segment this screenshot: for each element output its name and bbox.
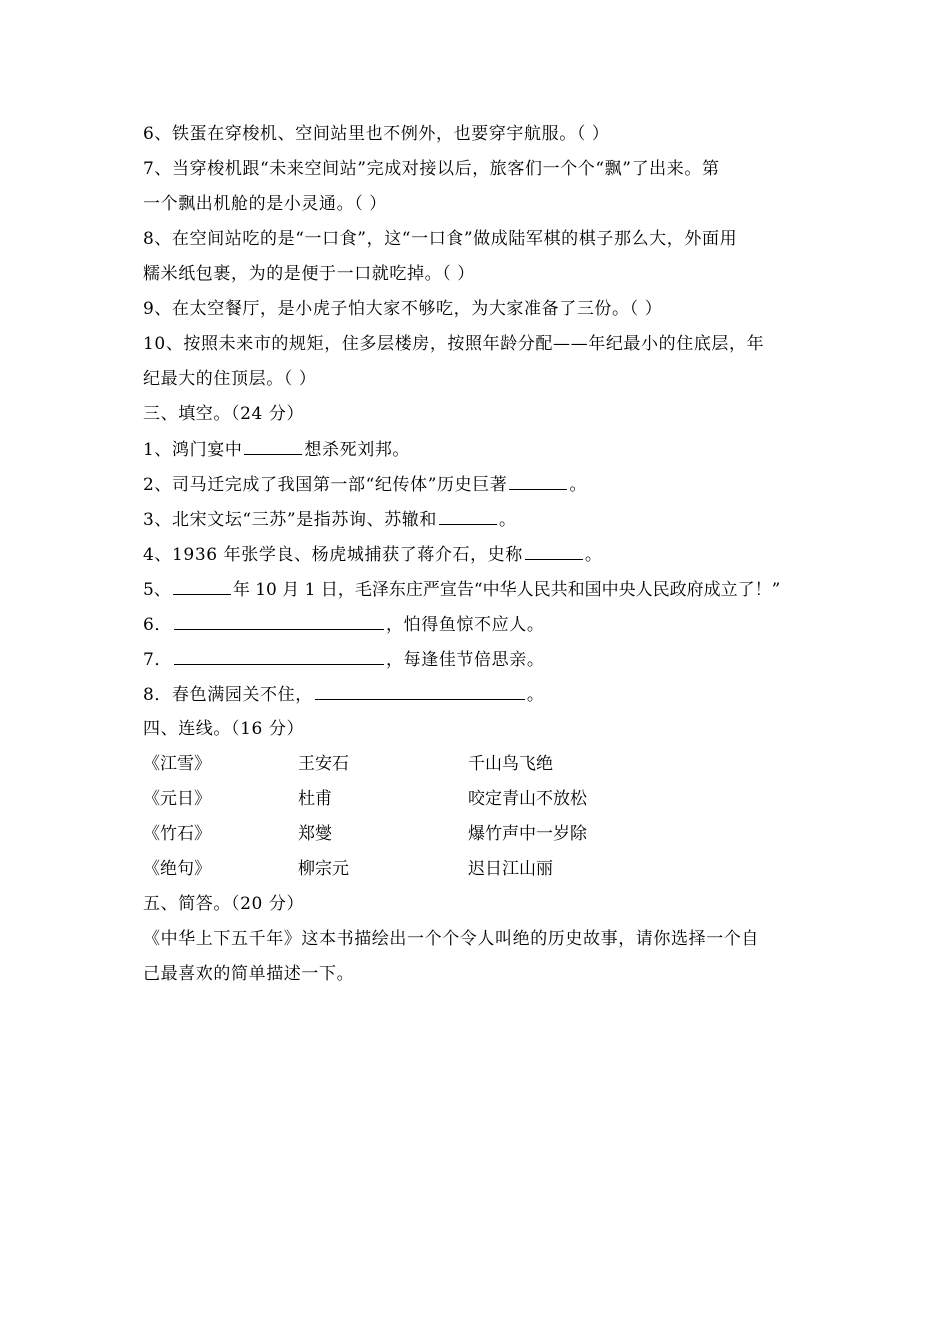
fill-q3-suffix: 。 <box>499 510 517 530</box>
judge-item-6: 6、铁蛋在穿梭机、空间站里也不例外，也要穿宇航服。（ ） <box>143 124 610 144</box>
judge-item-8-line1: 8、在空间站吃的是“一口食”，这“一口食”做成陆军棋的棋子那么大，外面用 <box>143 229 738 249</box>
match-poet[interactable]: 柳宗元 <box>298 859 349 879</box>
match-poem-title[interactable]: 《绝句》 <box>143 859 211 879</box>
short-answer-prompt-line1: 《中华上下五千年》这本书描绘出一个个令人叫绝的历史故事，请你选择一个自 <box>143 929 759 949</box>
match-poem-title[interactable]: 《江雪》 <box>143 754 211 774</box>
fill-q8-suffix: 。 <box>526 685 545 705</box>
fill-q6-prefix: 6． <box>143 615 173 635</box>
fill-question-2 <box>143 467 813 502</box>
match-poem-title[interactable]: 《元日》 <box>143 789 211 809</box>
fill-blank-5[interactable] <box>173 572 231 595</box>
judge-item-10-line1: 10、按照未来市的规矩，住多层楼房，按照年龄分配——年纪最小的住底层，年 <box>143 334 765 354</box>
match-verse[interactable]: 迟日江山丽 <box>468 859 553 879</box>
fill-q4-prefix: 4、1936 年张学良、杨虎城捕获了蒋介石，史称 <box>143 545 523 565</box>
fill-question-4 <box>143 537 813 572</box>
fill-blank-8[interactable] <box>315 677 525 700</box>
judge-item-10-line2: 纪最大的住顶层。（ ） <box>143 369 317 389</box>
fill-section-heading: 三、填空。（24 分） <box>143 404 305 424</box>
fill-q2-prefix: 2、司马迁完成了我国第一部“纪传体”历史巨著 <box>143 475 508 495</box>
fill-question-5 <box>143 572 813 607</box>
fill-q6-suffix: ，怕得鱼惊不应人。 <box>386 615 545 635</box>
match-verse[interactable]: 咬定青山不放松 <box>468 789 587 809</box>
match-poet[interactable]: 杜甫 <box>298 789 332 809</box>
judge-item-9: 9、在太空餐厅，是小虎子怕大家不够吃，为大家准备了三份。（ ） <box>143 299 663 319</box>
match-poet[interactable]: 郑燮 <box>298 824 332 844</box>
fill-q4-suffix: 。 <box>584 545 603 565</box>
fill-q7-suffix: ，每逢佳节倍思亲。 <box>386 650 545 670</box>
match-row <box>143 817 813 852</box>
exam-page <box>143 117 813 992</box>
match-verse[interactable]: 千山鸟飞绝 <box>468 754 553 774</box>
fill-blank-4[interactable] <box>525 537 583 560</box>
fill-question-8 <box>143 677 813 712</box>
match-row <box>143 852 813 887</box>
fill-q2-suffix: 。 <box>569 475 588 495</box>
short-answer-prompt-line2: 己最喜欢的简单描述一下。 <box>143 964 355 984</box>
fill-question-1 <box>143 432 813 467</box>
fill-q1-prefix: 1、鸿门宴中 <box>143 440 243 460</box>
fill-blank-7[interactable] <box>174 642 384 665</box>
match-poem-title[interactable]: 《竹石》 <box>143 824 211 844</box>
match-poet[interactable]: 王安石 <box>298 754 349 774</box>
judge-item-7-line1: 7、当穿梭机跟“未来空间站”完成对接以后，旅客们一个个“飘”了出来。第 <box>143 159 720 179</box>
fill-question-6 <box>143 607 813 642</box>
fill-blank-2[interactable] <box>509 467 567 490</box>
fill-q7-prefix: 7． <box>143 650 173 670</box>
fill-blank-3[interactable] <box>439 502 497 525</box>
fill-q3-prefix: 3、北宋文坛“三苏”是指苏询、苏辙和 <box>143 510 437 530</box>
match-row <box>143 747 813 782</box>
fill-q5-suffix: 年 10 月 1 日，毛泽东庄严宣告“中华人民共和国中央人民政府成立了！” <box>232 580 781 600</box>
fill-blank-1[interactable] <box>244 432 302 455</box>
fill-question-3 <box>143 502 813 537</box>
fill-q1-suffix: 想杀死刘邦。 <box>304 440 411 460</box>
match-verse[interactable]: 爆竹声中一岁除 <box>468 824 587 844</box>
judge-item-7-line2: 一个飘出机舱的是小灵通。（ ） <box>143 194 387 214</box>
fill-question-7 <box>143 642 813 677</box>
match-section-heading: 四、连线。（16 分） <box>143 719 305 739</box>
fill-q8-prefix: 8．春色满园关不住， <box>143 685 313 705</box>
short-answer-heading: 五、简答。（20 分） <box>143 894 305 914</box>
judge-item-8-line2: 糯米纸包裹，为的是便于一口就吃掉。（ ） <box>143 264 475 284</box>
fill-blank-6[interactable] <box>174 607 384 630</box>
match-row <box>143 782 813 817</box>
fill-q5-prefix: 5、 <box>143 580 171 600</box>
